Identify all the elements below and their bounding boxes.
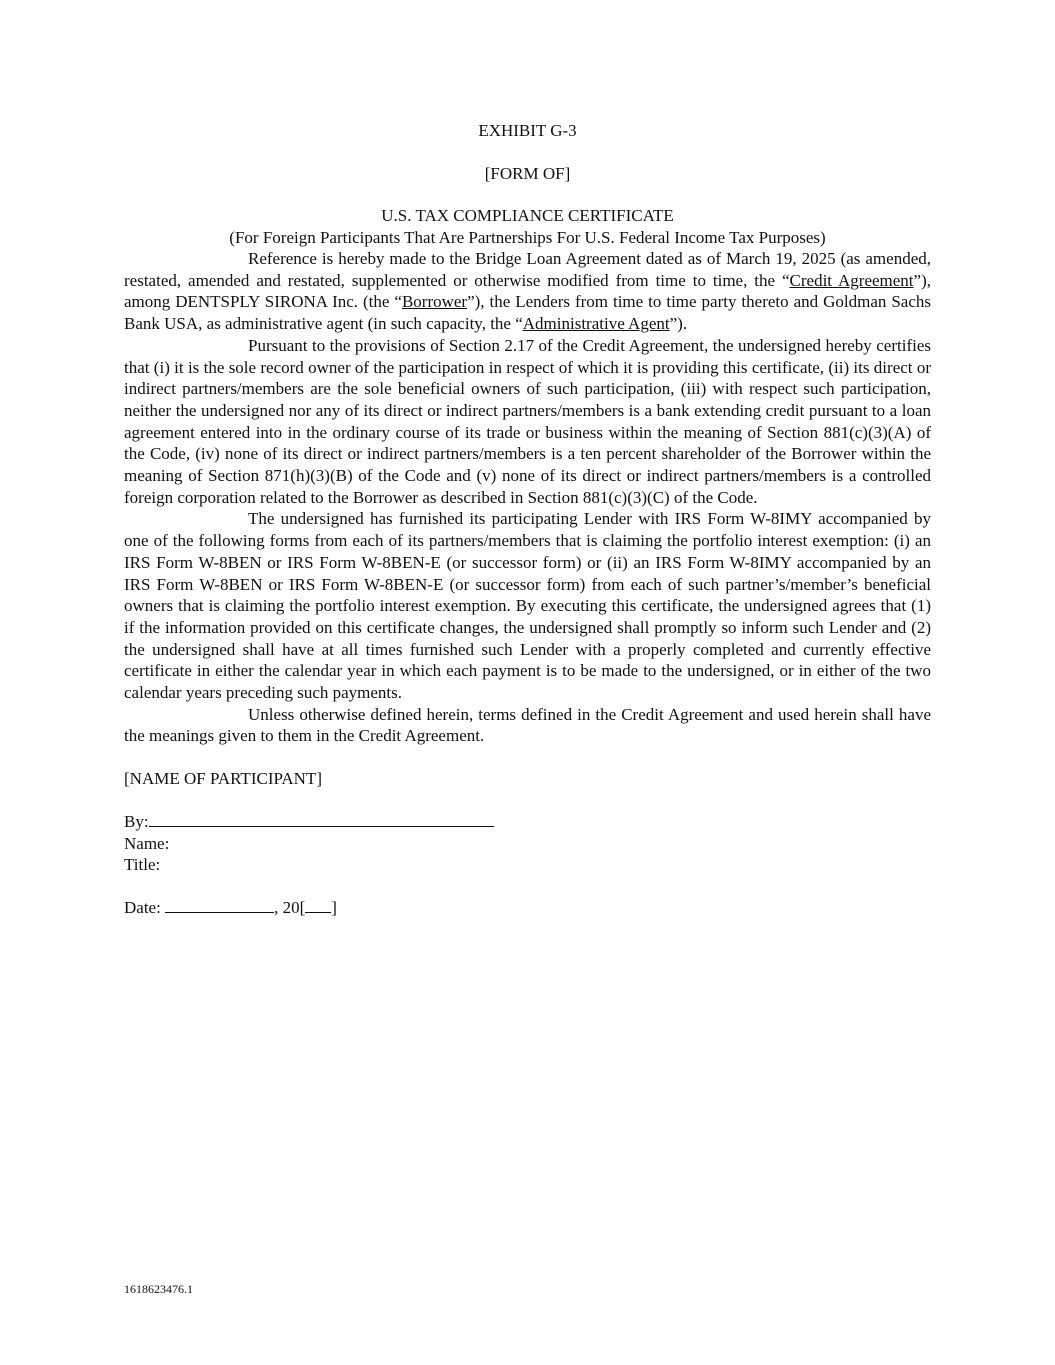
date-blank[interactable] [165, 898, 274, 913]
by-label: By: [124, 811, 149, 831]
administrative-agent-term: Administrative Agent [522, 314, 670, 334]
signature-by-row [124, 811, 931, 833]
reference-text-b: ”), among DENTSPLY SIRONA Inc. (the “ [124, 270, 932, 312]
form-of-label: [FORM OF] [484, 163, 571, 183]
date-year-suffix: ] [331, 897, 337, 917]
definitions-paragraph: Unless otherwise defined herein, terms defined in the Credit Agreement and used herein shall have the meanings given to them in the Credit Agreement. [124, 704, 931, 746]
date-label: Date: [124, 897, 161, 917]
signatory-name-label: Name: [124, 833, 170, 853]
document-id-footer: 1618623476.1 [124, 1282, 193, 1296]
certificate-subtitle: (For Foreign Participants That Are Partnerships For U.S. Federal Income Tax Purposes) [229, 227, 826, 247]
signatory-title-label: Title: [124, 855, 161, 875]
participant-name-placeholder: [NAME OF PARTICIPANT] [124, 769, 322, 789]
certificate-title: U.S. TAX COMPLIANCE CERTIFICATE [381, 206, 674, 225]
credit-agreement-term: Credit Agreement [789, 270, 914, 290]
forms-paragraph: The undersigned has furnished its participating Lender with IRS Form W-8IMY accompanied by one of the following forms from each of its partners/members that is claiming the portfolio interest exemption: (i) an IRS Form W-8BEN or IRS Form W-8BEN-E (or successor form) or (ii) an IRS Form W-8IMY accompanied by an IRS Form W-8BEN or IRS Form W-8BEN-E (or successor form) from each of such partner’s/member’s beneficial owners that is claiming the portfolio interest exemption. By executing this certificate, the undersigned agrees that (1) if the information provided on this certificate changes, the undersigned shall promptly so inform such Lender and (2) the undersigned shall have at all times furnished such Lender with a properly completed and currently effective certificate in either the calendar year in which each payment is to be made to the undersigned, or in either of the two calendar years preceding such payments. [124, 509, 931, 703]
reference-text-d: ”). [669, 314, 688, 334]
signature-block [124, 811, 931, 876]
date-row [124, 897, 931, 919]
date-year-prefix: , 20[ [274, 897, 306, 917]
reference-text-c: ”), the Lenders from time to time party thereto and Goldman Sachs Bank USA, as administrative agent (in such capacity, the “ [124, 292, 931, 334]
year-blank[interactable] [305, 898, 331, 913]
document-page [124, 120, 931, 919]
reference-text-a: Reference is hereby made to the Bridge Loan Agreement dated as of March 19, 2025 (as amended, restated, amended and restated, supplemented or otherwise modified from time to time, the “ [124, 249, 931, 290]
certification-paragraph: Pursuant to the provisions of Section 2.17 of the Credit Agreement, the undersigned hereby certifies that (i) it is the sole record owner of the participation in respect of which it is providing this certificate, (ii) its direct or indirect partners/members are the sole beneficial owners of such participation, (iii) with respect such participation, neither the undersigned nor any of its direct or indirect partners/members is a bank extending credit pursuant to a loan agreement entered into in the ordinary course of its trade or business within the meaning of Section 881(c)(3)(A) of the Code, (iv) none of its direct or indirect partners/members is a ten percent shareholder of the Borrower within the meaning of Section 871(h)(3)(B) of the Code and (v) none of its direct or indirect partners/members is a controlled foreign corporation related to the Borrower as described in Section 881(c)(3)(C) of the Code. [124, 335, 931, 507]
borrower-term: Borrower [401, 292, 468, 312]
reference-paragraph [124, 248, 931, 335]
exhibit-heading: EXHIBIT G-3 [478, 121, 577, 140]
signature-line[interactable] [149, 812, 494, 827]
